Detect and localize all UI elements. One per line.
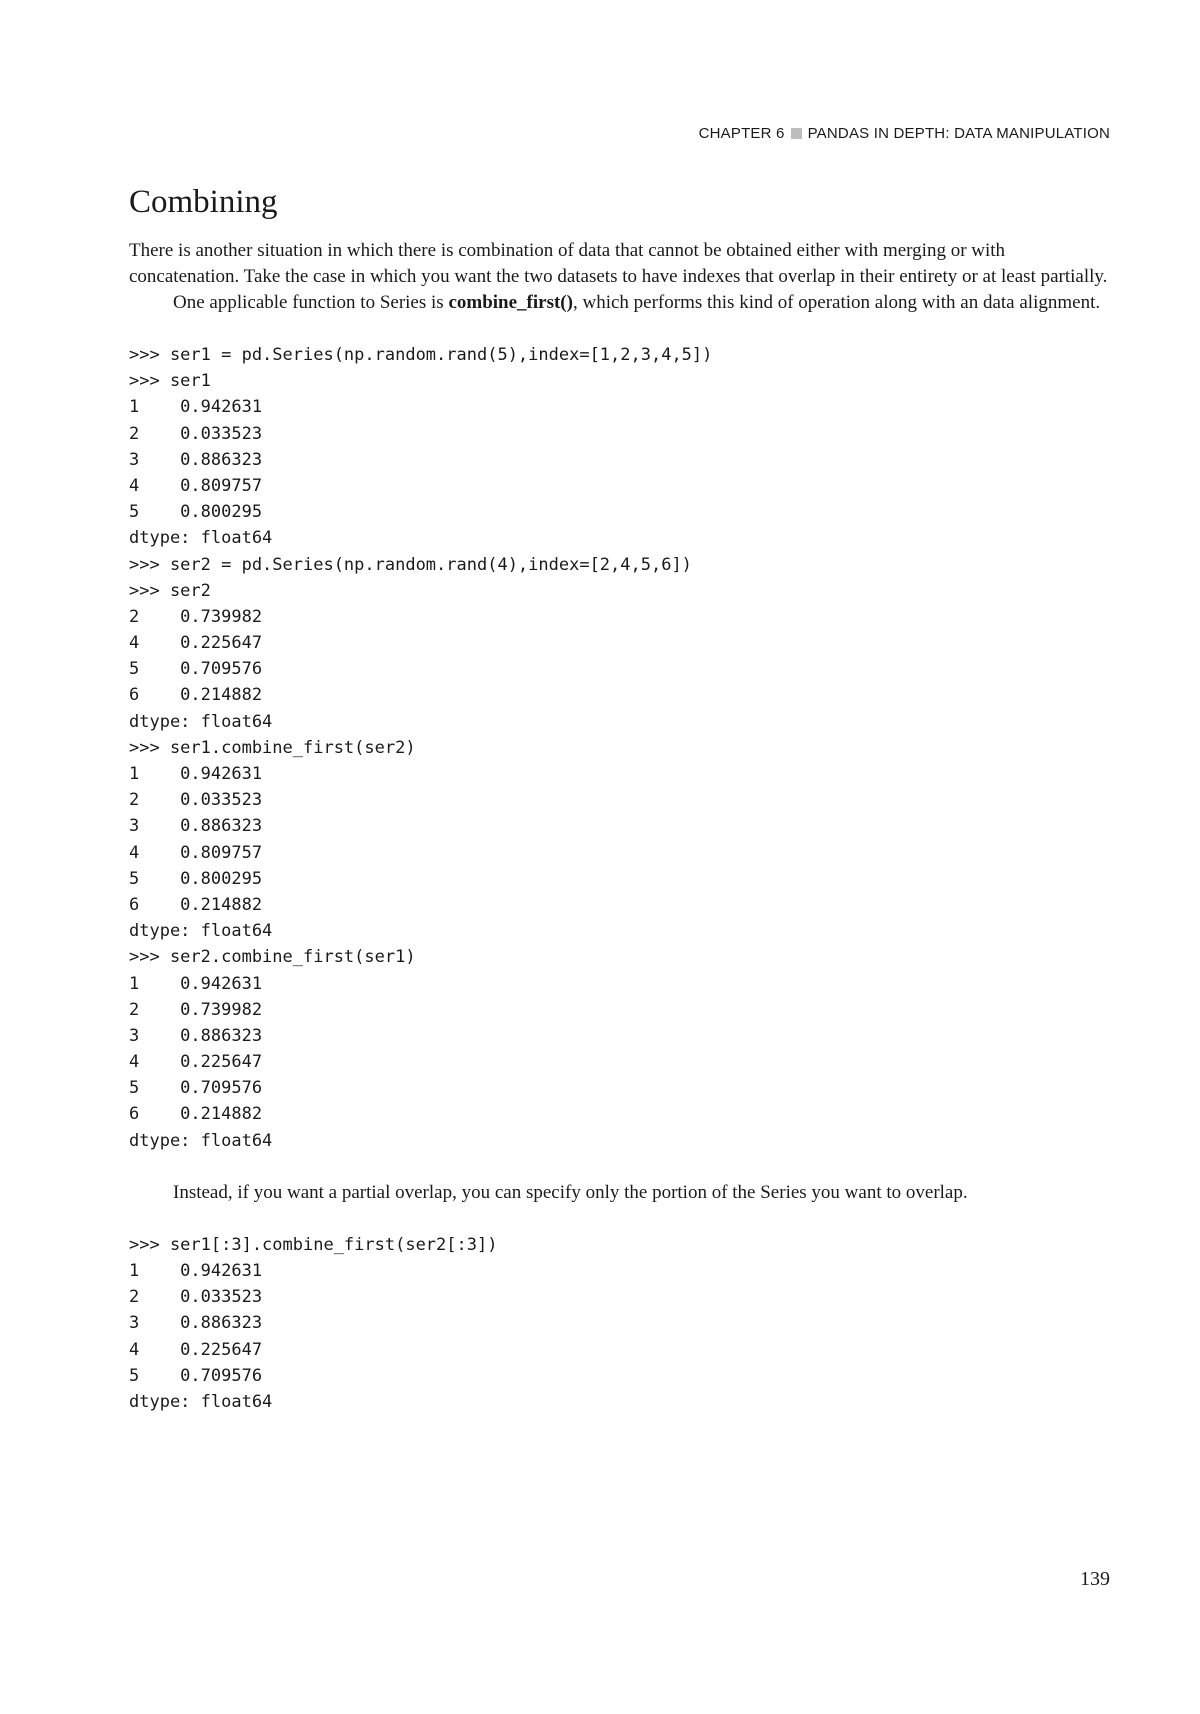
code-line: dtype: float64 bbox=[129, 711, 273, 732]
partial-overlap-paragraph: Instead, if you want a partial overlap, you can specify only the portion of the Series you want to overlap. bbox=[173, 1181, 968, 1203]
section-title: Combining bbox=[129, 184, 278, 220]
code-line: 5 0.800295 bbox=[129, 502, 263, 523]
code-block-combine-first bbox=[129, 342, 1115, 1154]
code-line: 4 0.225647 bbox=[129, 633, 263, 654]
code-line: 1 0.942631 bbox=[129, 973, 263, 994]
section-label: PANDAS IN DEPTH: DATA MANIPULATION bbox=[807, 125, 1110, 142]
combine-first-text-after: , which performs this kind of operation along with an data alignment. bbox=[572, 292, 1101, 313]
code-line: 6 0.214882 bbox=[129, 894, 263, 915]
header-separator-square bbox=[791, 128, 802, 139]
code-line: 2 0.739982 bbox=[129, 606, 263, 627]
code-line: >>> ser2 = pd.Series(np.random.rand(4),index=[2,4,5,6]) bbox=[129, 554, 692, 575]
code-line: 4 0.809757 bbox=[129, 475, 263, 496]
combine-first-function-name: combine_first() bbox=[448, 292, 573, 313]
code-block-partial-overlap bbox=[129, 1232, 1115, 1415]
page-content bbox=[129, 180, 1115, 1415]
code-line: 3 0.886323 bbox=[129, 816, 263, 837]
code-line: 3 0.886323 bbox=[129, 449, 263, 470]
code-line: dtype: float64 bbox=[129, 528, 273, 549]
code-line: 2 0.033523 bbox=[129, 423, 263, 444]
code-line: >>> ser2 bbox=[129, 580, 211, 601]
code-line: 4 0.809757 bbox=[129, 842, 263, 863]
code-line: 2 0.033523 bbox=[129, 790, 263, 811]
code-line: 5 0.709576 bbox=[129, 1365, 263, 1386]
running-header bbox=[699, 125, 1110, 142]
code-line: >>> ser1.combine_first(ser2) bbox=[129, 737, 416, 758]
code-line: >>> ser1 bbox=[129, 371, 211, 392]
code-line: 2 0.739982 bbox=[129, 999, 263, 1020]
chapter-label: CHAPTER 6 bbox=[698, 125, 785, 142]
code-line: 3 0.886323 bbox=[129, 1313, 263, 1334]
code-line: dtype: float64 bbox=[129, 1391, 273, 1412]
code-line: >>> ser1[:3].combine_first(ser2[:3]) bbox=[129, 1234, 498, 1255]
code-line: 4 0.225647 bbox=[129, 1339, 263, 1360]
code-line: >>> ser2.combine_first(ser1) bbox=[129, 947, 416, 968]
code-line: 5 0.709576 bbox=[129, 1078, 263, 1099]
code-line: >>> ser1 = pd.Series(np.random.rand(5),index=[1,2,3,4,5]) bbox=[129, 345, 713, 365]
code-line: 1 0.942631 bbox=[129, 397, 263, 418]
code-line: 5 0.709576 bbox=[129, 659, 263, 680]
code-line: 5 0.800295 bbox=[129, 868, 263, 889]
code-line: 6 0.214882 bbox=[129, 685, 263, 706]
code-line: 2 0.033523 bbox=[129, 1287, 263, 1308]
code-line: 4 0.225647 bbox=[129, 1052, 263, 1073]
code-line: 1 0.942631 bbox=[129, 764, 263, 784]
code-line: 3 0.886323 bbox=[129, 1025, 263, 1046]
page-number: 139 bbox=[1080, 1568, 1110, 1590]
code-line: dtype: float64 bbox=[129, 1130, 273, 1151]
combine-first-paragraph bbox=[129, 290, 1115, 316]
combine-first-text-before: One applicable function to Series is bbox=[173, 292, 449, 313]
code-line: 6 0.214882 bbox=[129, 1104, 263, 1125]
code-line: 1 0.942631 bbox=[129, 1261, 263, 1281]
code-line: dtype: float64 bbox=[129, 921, 273, 942]
intro-paragraph: There is another situation in which there is combination of data that cannot be obtained either with merging or with concatenation. Take the case in which you want the two datasets to have indexes that overlap in their entirety or at least partially. bbox=[129, 240, 1108, 287]
